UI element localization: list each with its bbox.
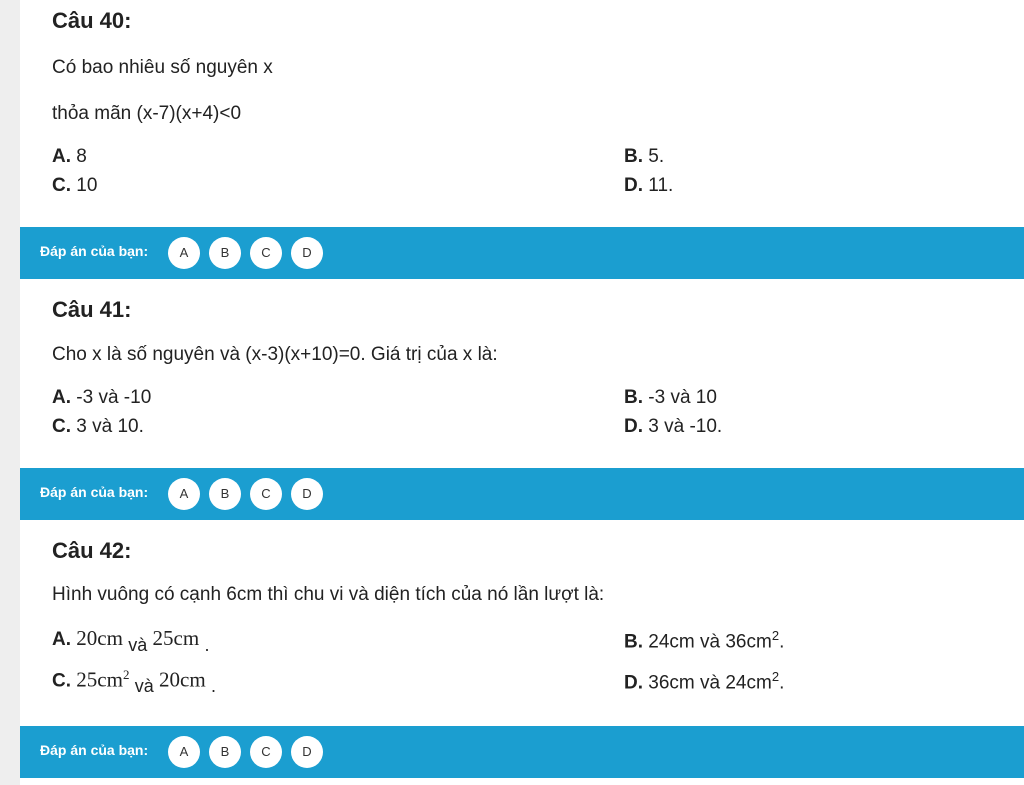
option-superscript: 2 bbox=[771, 669, 780, 684]
option-text: 36cm và 24cm bbox=[648, 672, 772, 694]
answer-button-c[interactable]: C bbox=[250, 736, 282, 768]
option-letter: A. bbox=[52, 146, 71, 167]
question-40-text-line2: thỏa mãn (x-7)(x+4)<0 bbox=[52, 103, 242, 124]
option-value-1: 25cm bbox=[76, 667, 123, 692]
option-text: 11. bbox=[648, 175, 674, 196]
option-text: 24cm và 36cm bbox=[648, 631, 772, 653]
option-letter: B. bbox=[624, 387, 643, 408]
answer-button-b[interactable]: B bbox=[209, 736, 241, 768]
option-text: 8 bbox=[76, 146, 87, 167]
answer-bar-40 bbox=[20, 227, 1024, 279]
answer-button-d[interactable]: D bbox=[291, 237, 323, 269]
option-letter: C. bbox=[52, 416, 71, 437]
option-text: 3 và -10. bbox=[648, 416, 723, 437]
question-42-option-d bbox=[624, 669, 784, 694]
answer-bar-42 bbox=[20, 726, 1024, 778]
question-40-option-a bbox=[52, 146, 87, 168]
option-text: 10 bbox=[76, 175, 98, 196]
option-value-2: 20cm bbox=[159, 667, 206, 692]
option-text: -3 và 10 bbox=[648, 387, 717, 408]
answer-button-b[interactable]: B bbox=[209, 237, 241, 269]
option-conjunction: và bbox=[134, 676, 154, 697]
option-letter: C. bbox=[52, 670, 71, 692]
question-41-text: Cho x là số nguyên và (x-3)(x+10)=0. Giá trị của x là: bbox=[52, 344, 498, 365]
answer-button-c[interactable]: C bbox=[250, 478, 282, 510]
question-41-title: Câu 41: bbox=[52, 297, 132, 322]
option-period: . bbox=[210, 676, 216, 697]
option-value-1: 20cm bbox=[76, 626, 123, 650]
question-42-text: Hình vuông có cạnh 6cm thì chu vi và diện tích của nó lần lượt là: bbox=[52, 584, 605, 605]
answer-button-a[interactable]: A bbox=[168, 736, 200, 768]
question-40-title: Câu 40: bbox=[52, 8, 132, 33]
option-letter: B. bbox=[624, 631, 643, 653]
question-42-option-c bbox=[52, 667, 216, 697]
question-41-option-c bbox=[52, 416, 144, 438]
question-40-option-d bbox=[624, 175, 673, 197]
option-letter: D. bbox=[624, 416, 643, 437]
answer-bar-41 bbox=[20, 468, 1024, 520]
question-40-text-line1: Có bao nhiêu số nguyên x bbox=[52, 57, 273, 78]
question-42-option-b bbox=[624, 628, 784, 653]
question-41-option-b bbox=[624, 387, 717, 409]
option-letter: B. bbox=[624, 146, 643, 167]
answer-button-b[interactable]: B bbox=[209, 478, 241, 510]
question-40-option-c bbox=[52, 175, 97, 197]
option-letter: C. bbox=[52, 175, 71, 196]
option-value-2: 25cm bbox=[152, 626, 200, 650]
answer-label: Đáp án của bạn: bbox=[40, 484, 149, 500]
quiz-page bbox=[20, 0, 1024, 785]
answer-label: Đáp án của bạn: bbox=[40, 243, 149, 259]
option-letter: D. bbox=[624, 175, 643, 196]
answer-button-d[interactable]: D bbox=[291, 478, 323, 510]
option-period: . bbox=[779, 631, 785, 653]
option-text: -3 và -10 bbox=[76, 387, 152, 408]
option-superscript: 2 bbox=[771, 628, 780, 643]
option-letter: A. bbox=[52, 387, 71, 408]
option-conjunction: và bbox=[128, 635, 148, 655]
question-40-option-b bbox=[624, 146, 664, 168]
question-42-option-a bbox=[52, 626, 210, 655]
answer-button-d[interactable]: D bbox=[291, 736, 323, 768]
answer-button-c[interactable]: C bbox=[250, 237, 282, 269]
option-letter: D. bbox=[624, 672, 643, 694]
question-41-option-a bbox=[52, 387, 151, 409]
option-period: . bbox=[204, 635, 210, 655]
answer-button-a[interactable]: A bbox=[168, 478, 200, 510]
option-text: 3 và 10. bbox=[76, 416, 144, 437]
option-text: 5. bbox=[648, 146, 665, 167]
question-42-title: Câu 42: bbox=[52, 538, 132, 563]
option-letter: A. bbox=[52, 629, 71, 650]
option-period: . bbox=[779, 672, 785, 694]
answer-button-a[interactable]: A bbox=[168, 237, 200, 269]
option-superscript: 2 bbox=[122, 667, 130, 682]
question-41-option-d bbox=[624, 416, 722, 438]
answer-label: Đáp án của bạn: bbox=[40, 742, 149, 758]
